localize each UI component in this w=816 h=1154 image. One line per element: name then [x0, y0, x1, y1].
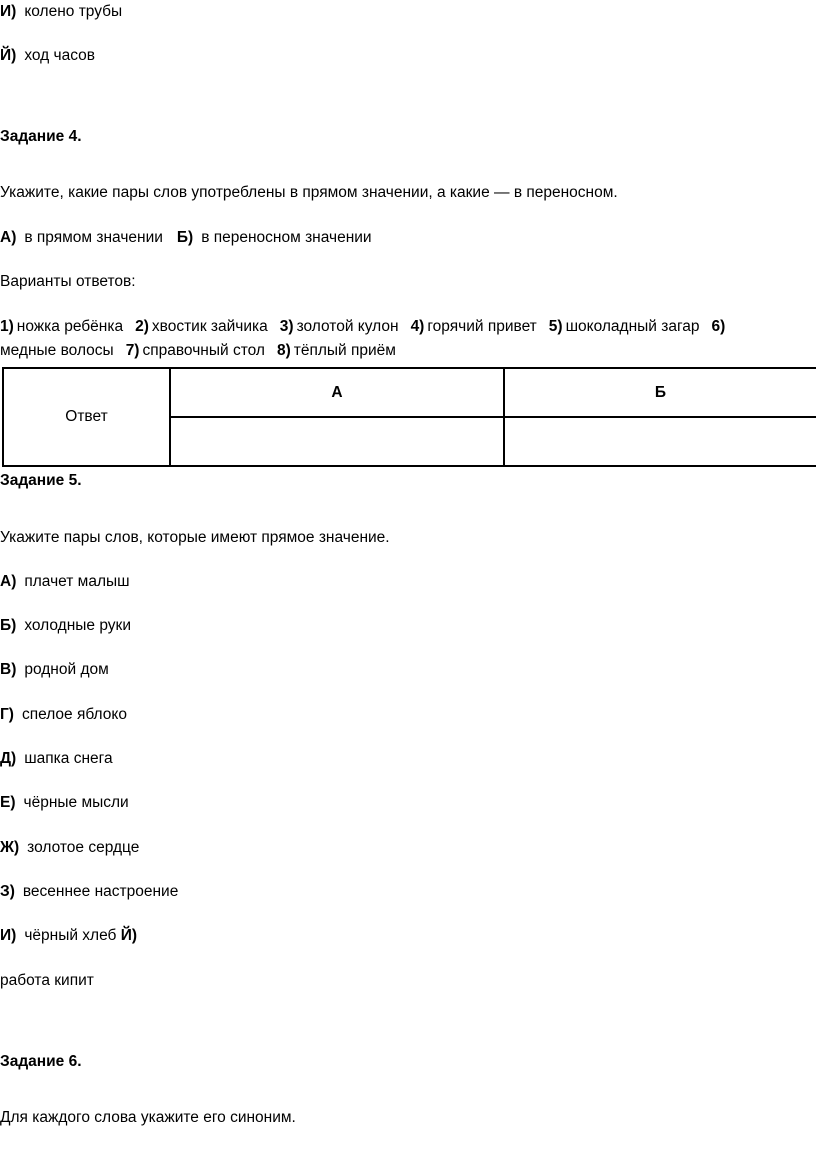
item-label: З)	[0, 883, 15, 900]
column-header-a: А	[170, 368, 504, 417]
option-number: 4)	[410, 318, 425, 335]
option-number: 2)	[135, 318, 149, 335]
item-text: холодные руки	[24, 617, 131, 634]
item-text: плачет малыш	[24, 573, 130, 590]
list-item-continuation	[0, 971, 94, 991]
item-label: Б)	[0, 617, 17, 634]
item-text: шапка снега	[24, 750, 113, 767]
item-text: родной дом	[24, 661, 109, 678]
option-text: медные волосы	[0, 342, 114, 359]
category-b-text: в переносном значении	[201, 229, 372, 246]
answer-row-header: Ответ	[3, 368, 170, 466]
list-item	[0, 705, 127, 725]
option-number: 1)	[0, 318, 14, 335]
variants-heading: Варианты ответов:	[0, 273, 136, 290]
task4-categories	[0, 228, 372, 248]
list-item	[0, 882, 178, 902]
category-a-text: в прямом значении	[24, 229, 163, 246]
list-item	[0, 2, 122, 22]
task6-instruction: Для каждого слова укажите его синоним.	[0, 1109, 296, 1126]
item-label: А)	[0, 573, 17, 590]
item-label: Д)	[0, 750, 17, 767]
option-number: 7)	[125, 342, 140, 359]
answer-cell-a[interactable]	[170, 417, 504, 466]
list-item	[0, 572, 130, 592]
task5-title: Задание 5.	[0, 472, 82, 489]
item-text: золотое сердце	[27, 839, 140, 856]
list-item	[0, 926, 137, 946]
option-text: ножка ребёнка	[16, 318, 124, 335]
list-item	[0, 46, 95, 66]
item-label: И)	[0, 927, 17, 944]
option-number: 6)	[711, 318, 726, 335]
category-b-label: Б)	[176, 229, 194, 246]
option-text: хвостик зайчика	[151, 318, 268, 335]
options-line-1	[0, 317, 728, 337]
option-number: 5)	[548, 318, 563, 335]
item-label: Г)	[0, 706, 14, 723]
task4-title: Задание 4.	[0, 128, 82, 145]
category-a-label: А)	[0, 229, 17, 246]
item-label: И)	[0, 3, 17, 20]
option-number: 8)	[276, 342, 291, 359]
item-label: Е)	[0, 794, 16, 811]
item-label: Ж)	[0, 839, 20, 856]
task4-instruction: Укажите, какие пары слов употреблены в прямом значении, а какие — в переносном.	[0, 184, 618, 201]
option-text: золотой кулон	[296, 318, 399, 335]
list-item	[0, 838, 139, 858]
options-line-2	[0, 341, 396, 361]
item-text: ход часов	[24, 47, 95, 64]
task6-title: Задание 6.	[0, 1053, 82, 1070]
list-item	[0, 660, 109, 680]
item-label: Й)	[120, 927, 138, 944]
item-text: колено трубы	[24, 3, 123, 20]
option-text: тёплый приём	[293, 342, 396, 359]
item-text: чёрный хлеб	[24, 927, 117, 944]
item-text: работа кипит	[0, 972, 94, 989]
answer-table	[2, 367, 816, 467]
list-item	[0, 749, 113, 769]
option-text: горячий привет	[427, 318, 537, 335]
answer-cell-b[interactable]	[504, 417, 816, 466]
item-text: весеннее настроение	[22, 883, 179, 900]
column-header-b: Б	[504, 368, 816, 417]
list-item	[0, 616, 131, 636]
option-number: 3)	[279, 318, 294, 335]
list-item	[0, 793, 129, 813]
item-label: В)	[0, 661, 17, 678]
option-text: справочный стол	[142, 342, 265, 359]
item-text: спелое яблоко	[21, 706, 127, 723]
option-text: шоколадный загар	[565, 318, 700, 335]
item-label: Й)	[0, 47, 17, 64]
item-text: чёрные мысли	[23, 794, 129, 811]
task5-instruction: Укажите пары слов, которые имеют прямое значение.	[0, 529, 390, 546]
